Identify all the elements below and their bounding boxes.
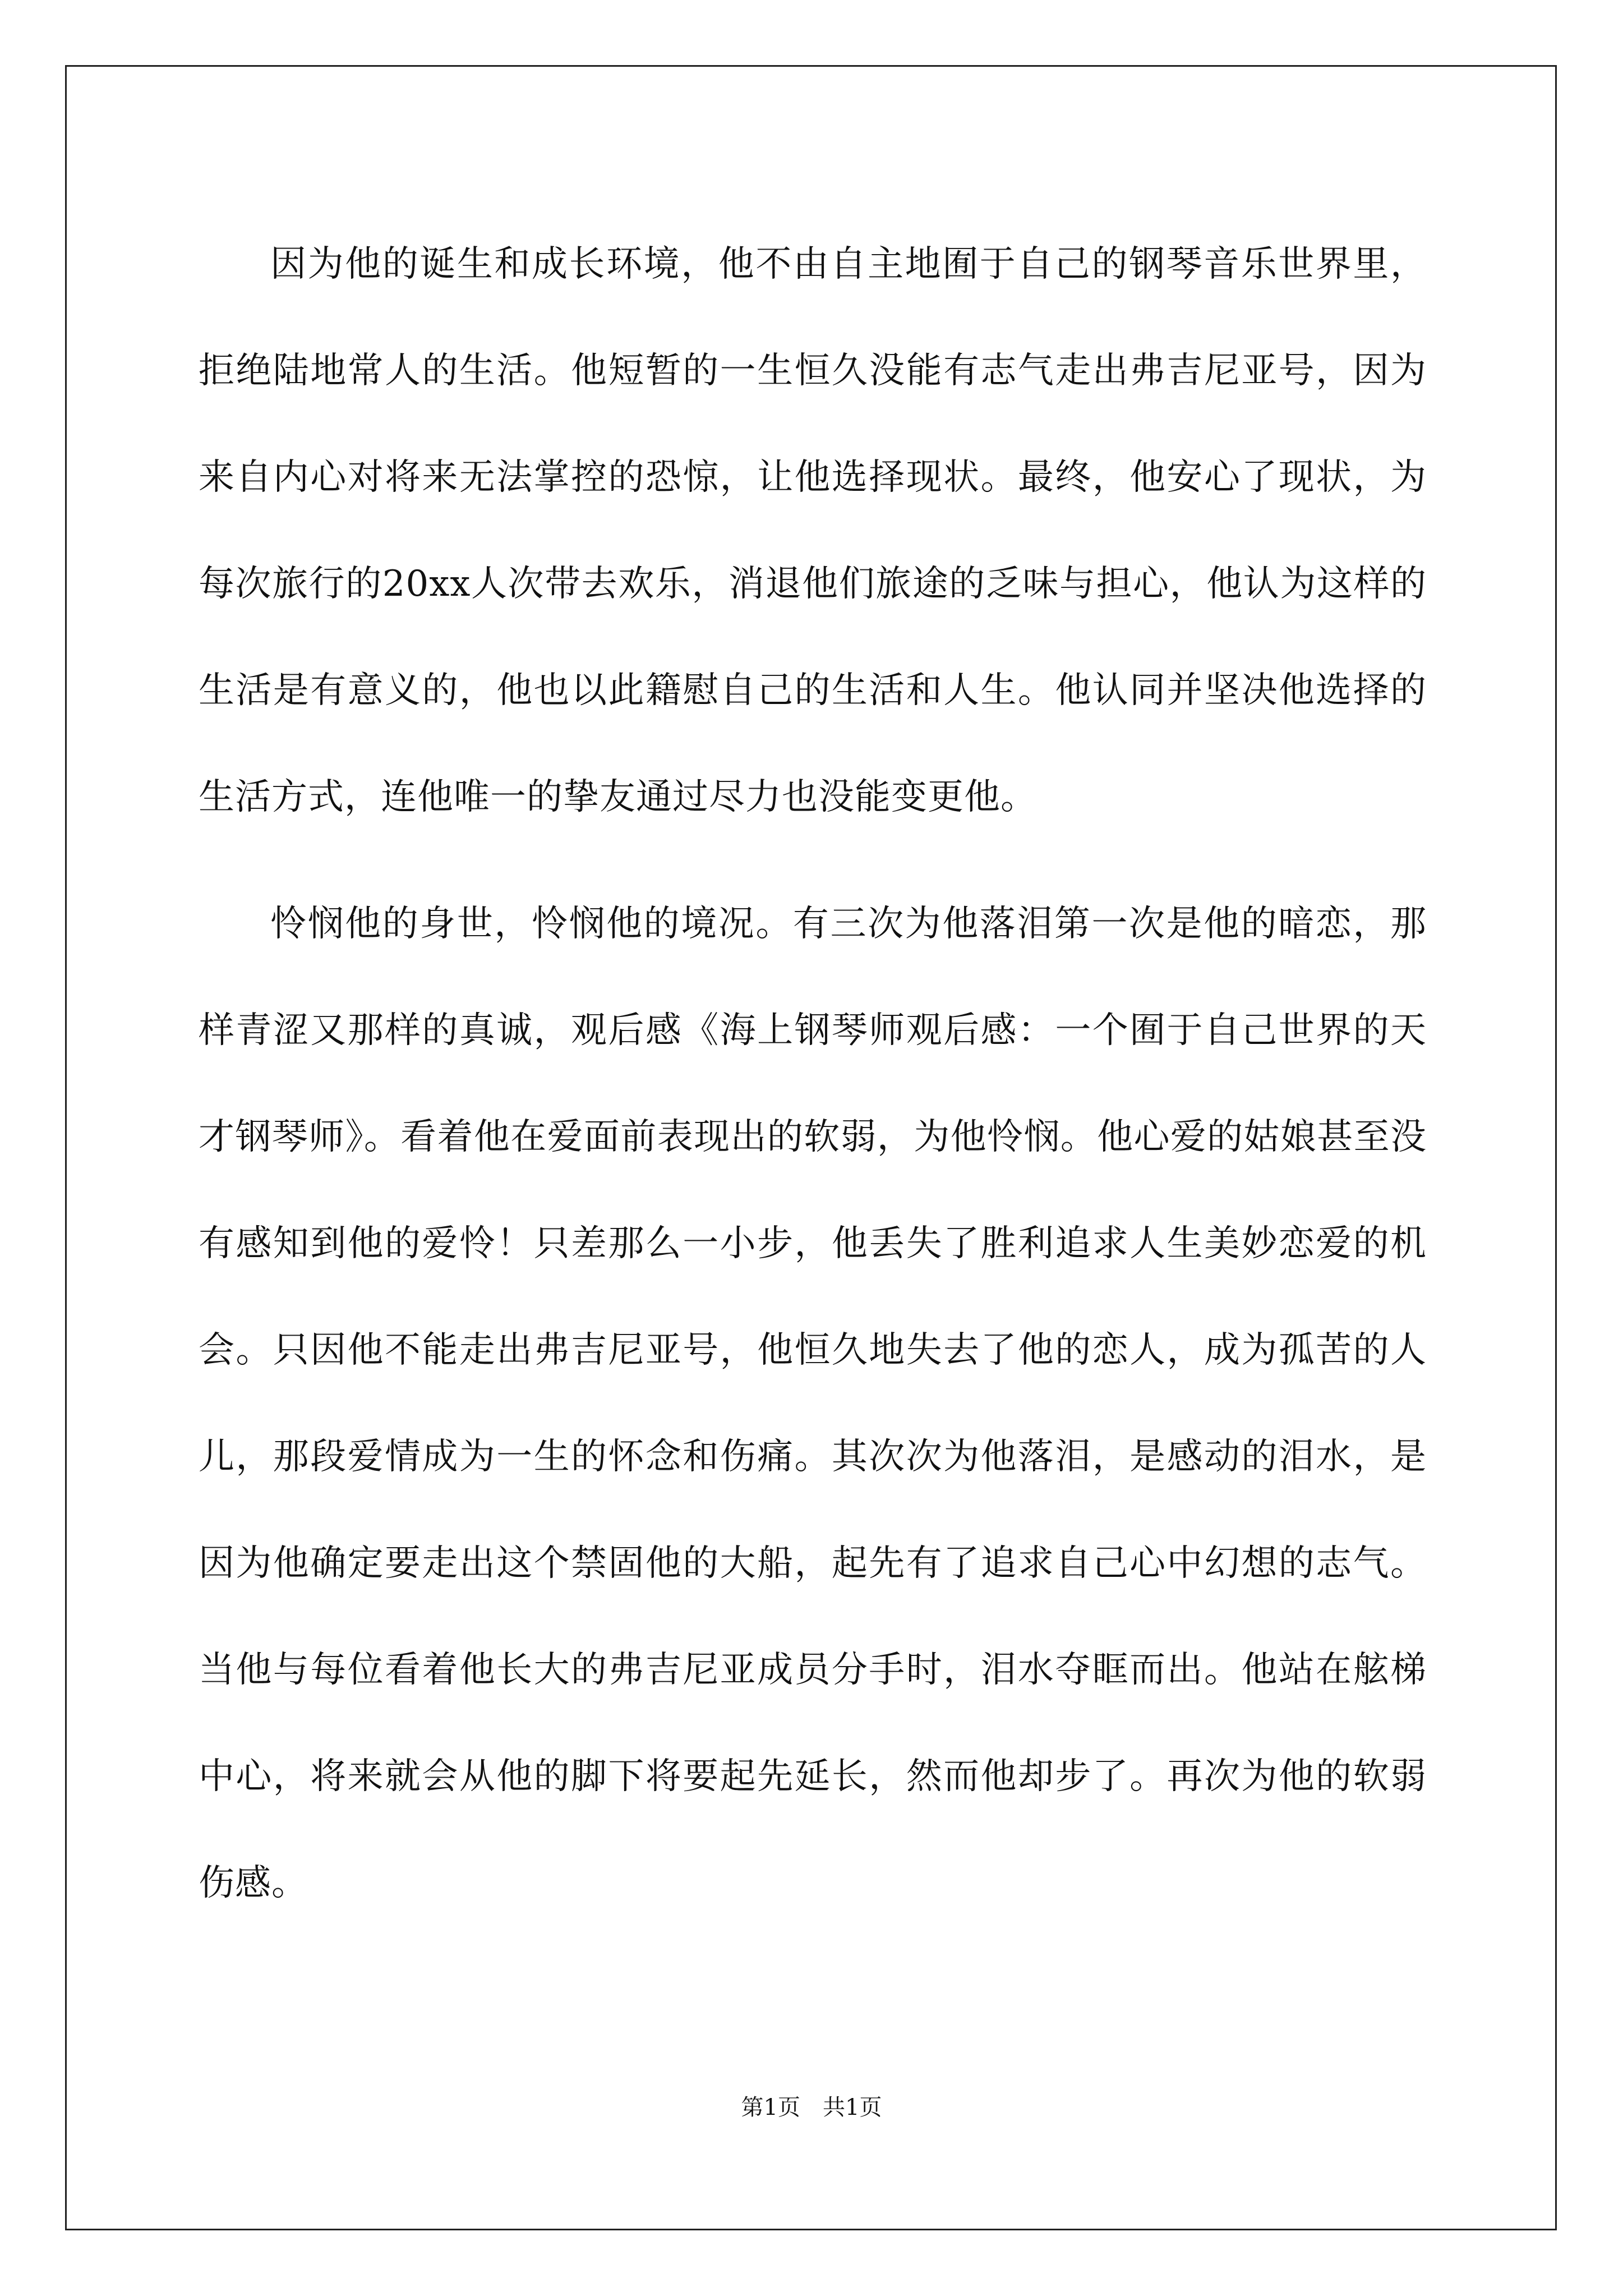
page-footer: 第1页 共1页 <box>741 2095 882 2120</box>
document-body <box>199 211 1427 1957</box>
paragraph-1: 因为他的诞生和成长环境，他不由自主地囿于自己的钢琴音乐世界里，拒绝陆地常人的生活。他短暂的一生恒久没能有志气走出弗吉尼亚号，因为来自内心对将来无法掌控的恐惊，让他选择现状。最终，他安心了现状，为每次旅行的20xx人次带去欢乐，消退他们旅途的乏味与担心，他认为这样的生活是有意义的，他也以此籍慰自己的生活和人生。他认同并坚决他选择的生活方式，连他唯一的挚友通过尽力也没能变更他。 <box>199 243 1427 818</box>
paragraph-2: 怜悯他的身世，怜悯他的境况。有三次为他落泪第一次是他的暗恋，那样青涩又那样的真诚，观后感《海上钢琴师观后感：一个囿于自己世界的天才钢琴师》。看着他在爱面前表现出的软弱，为他怜悯。他心爱的姑娘甚至没有感知到他的爱怜！只差那么一小步，他丢失了胜利追求人生美妙恋爱的机会。只因他不能走出弗吉尼亚号，他恒久地失去了他的恋人，成为孤苦的人儿，那段爱情成为一生的怀念和伤痛。其次次为他落泪，是感动的泪水，是因为他确定要走出这个禁固他的大船，起先有了追求自己心中幻想的志气。当他与每位看着他长大的弗吉尼亚成员分手时，泪水夺眶而出。他站在舷梯中心，将来就会从他的脚下将要起先延长，然而他却步了。再次为他的软弱伤感。 <box>199 903 1427 1904</box>
